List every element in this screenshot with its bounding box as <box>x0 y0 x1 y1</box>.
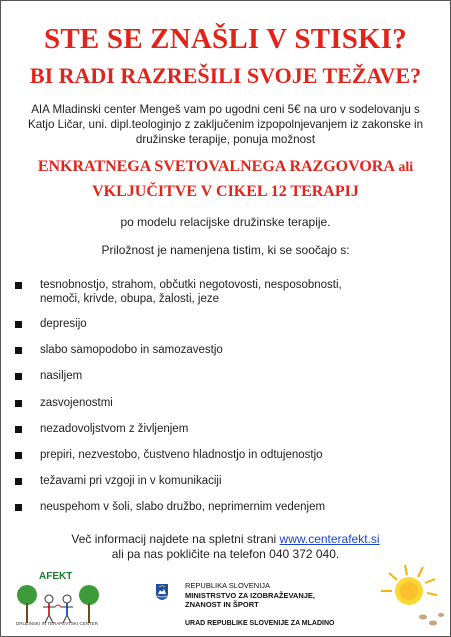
ministry-line-3: ZNANOST IN ŠPORT <box>185 600 259 609</box>
headline-question-2: BI RADI RAZREŠILI SVOJE TEŽAVE? <box>29 63 422 88</box>
list-item-text: težavami pri vzgoji in v komunikaciji <box>40 475 222 487</box>
bullet-square-icon <box>15 400 22 407</box>
ministry-name <box>185 581 315 610</box>
list-item-text: nezadovoljstvom z življenjem <box>40 423 189 435</box>
list-item-text: slabo samopodobo in samozavestjo <box>40 344 223 356</box>
afekt-logo-subtitle: DRUŽINSKI IN TERAPEVTSKI CENTER <box>16 621 98 626</box>
list-item-text: neuspehom v šoli, slabo družbo, neprimernim vedenjem <box>40 501 326 513</box>
bullet-square-icon <box>15 426 22 433</box>
website-link[interactable]: www.centerafekt.si <box>279 532 380 546</box>
offer-or: ali <box>394 160 414 175</box>
list-item-text: prepiri, nezvestobo, čustveno hladnostjo in odtujenostjo <box>40 449 323 461</box>
bullet-square-icon <box>15 321 22 328</box>
youth-office-name: URAD REPUBLIKE SLOVENIJE ZA MLADINO <box>185 620 335 627</box>
bullet-square-icon <box>15 504 22 511</box>
offer-consultation: ENKRATNEGA SVETOVALNEGA RAZGOVORA <box>37 158 395 175</box>
intro-line-2: Katjo Ličar, uni. dipl.teologinjo z zaključenim izpopolnjevanjem iz zakonske in <box>27 118 424 131</box>
list-item-text: depresijo <box>40 318 87 330</box>
bullet-square-icon <box>15 452 22 459</box>
intro-paragraph <box>13 102 438 147</box>
ministry-line-2: MINISTRSTVO ZA IZOBRAŽEVANJE, <box>185 590 316 600</box>
info-prefix: Več informacij najdete na spletni strani <box>71 532 280 546</box>
bullet-square-icon <box>15 347 22 354</box>
bullet-square-icon <box>15 478 22 485</box>
list-item-text: tesnobnostjo, strahom, občutki negotovosti, nesposobnosti, <box>40 279 342 291</box>
intro-line-1: AIA Mladinski center Mengeš vam po ugodni ceni 5€ na uro v sodelovanju s <box>31 103 420 116</box>
bullet-square-icon <box>15 373 22 380</box>
afekt-logo-name: AFEKT <box>39 571 73 582</box>
list-item-text: zasvojenostmi <box>40 397 113 409</box>
slovenia-crest-icon <box>155 583 169 601</box>
offer-line-1 <box>1 158 450 176</box>
list-item-text-cont: nemoči, krivde, obupa, žalosti, jeze <box>40 293 219 305</box>
bullet-square-icon <box>15 282 22 289</box>
intro-line-3: družinske terapije, ponuja možnost <box>135 133 316 146</box>
phone-line: ali pa nas pokličite na telefon 040 372 040. <box>111 547 340 561</box>
info-line <box>1 532 450 546</box>
intended-line: Priložnost je namenjena tistim, ki se soočajo s: <box>101 243 350 257</box>
sun-icon <box>375 561 447 633</box>
model-line: po modelu relacijske družinske terapije. <box>120 215 331 229</box>
offer-line-2: VKLJUČITVE V CIKEL 12 TERAPIJ <box>92 183 359 200</box>
ministry-line-1: REPUBLIKA SLOVENIJA <box>185 581 271 590</box>
list-item-text: nasiljem <box>40 370 83 382</box>
headline-question-1: STE SE ZNAŠLI V STISKI? <box>44 23 407 55</box>
